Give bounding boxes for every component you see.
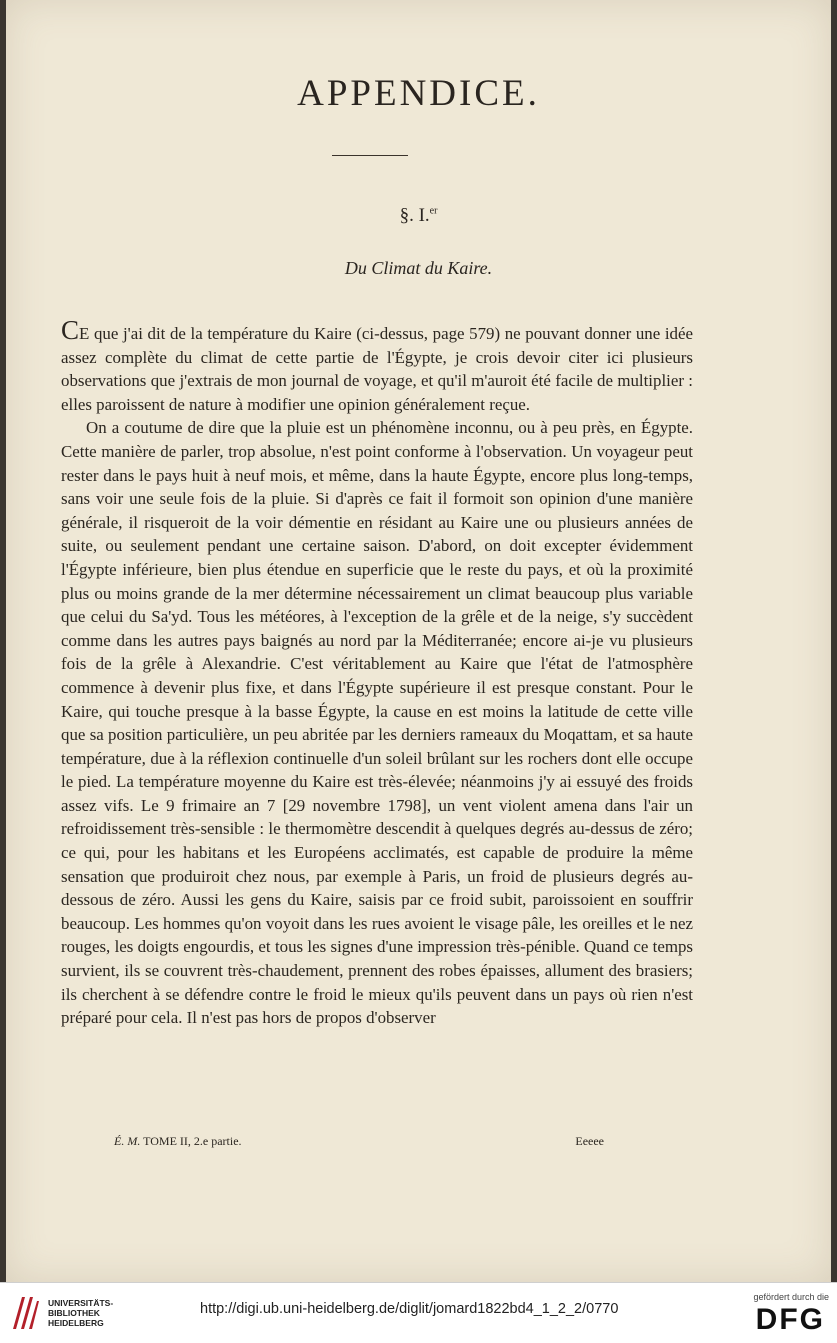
dfg-logo[interactable]: DFG bbox=[755, 1303, 825, 1336]
scanned-page bbox=[6, 0, 831, 1282]
section-superscript: er bbox=[429, 205, 438, 217]
permalink-url[interactable]: http://digi.ub.uni-heidelberg.de/diglit/jomard1822bd4_1_2_2/0770 bbox=[200, 1301, 619, 1317]
paragraph-1 bbox=[61, 315, 693, 416]
paragraph-1-text: E que j'ai dit de la température du Kaire (ci-dessus, page 579) ne pouvant donner une idée assez complète du climat de cette partie de l'Égypte, je crois devoir citer ici plusieurs observations que j'extrais de mon journal de voyage, et qu'il m'auroit été facile de multiplier : elles paroissent de nature à modifier une opinion généralement reçue. bbox=[61, 324, 693, 414]
library-name-line-2: BIBLIOTHEK bbox=[48, 1308, 100, 1318]
footer-abbrev: É. M. bbox=[114, 1134, 141, 1148]
viewer-footer-bar bbox=[0, 1282, 837, 1343]
page-title: APPENDICE. bbox=[297, 73, 540, 114]
section-subtitle: Du Climat du Kaire. bbox=[344, 258, 493, 278]
funder-caption: gefördert durch die bbox=[753, 1292, 829, 1302]
page-footer bbox=[114, 1134, 604, 1149]
section-heading bbox=[6, 205, 831, 227]
library-name-line-3: HEIDELBERG bbox=[48, 1318, 104, 1328]
section-number: §. I. bbox=[399, 205, 430, 226]
title-rule bbox=[332, 155, 408, 156]
library-logo-icon[interactable] bbox=[10, 1293, 40, 1333]
signature-mark: Eeeee bbox=[575, 1134, 604, 1148]
body-text bbox=[61, 315, 693, 1030]
footer-volume: TOME II, 2.e partie. bbox=[143, 1134, 242, 1148]
library-name[interactable] bbox=[48, 1298, 113, 1328]
drop-cap: C bbox=[61, 315, 80, 345]
library-name-line-1: UNIVERSITÄTS- bbox=[48, 1298, 114, 1308]
paragraph-2: On a coutume de dire que la pluie est un phénomène inconnu, ou à peu près, en Égypte. Cette manière de parler, trop absolue, n'est point conforme à l'observation. Un voyageur peut rester dans le pays huit à neuf mois, et même, dans la haute Égypte, encore plus long-temps, sans voir une seule fois de la pluie. Si d'après ce fait il formoit son opinion d'une manière générale, il risqueroit de la voir démentie en résidant au Kaire une ou plusieurs années de suite, ou seulement pendant une certaine saison. D'abord, on doit excepter évidemment l'Égypte inférieure, bien plus étendue en superficie que le reste du pays, et où la proximité plus ou moins grande de la mer détermine nécessairement un climat beaucoup plus variable que celui du Sa'yd. Tous les météores, à l'exception de la grêle et de la neige, s'y succèdent comme dans les autres pays baignés au nord par la Méditerranée; encore ai-je vu plusieurs fois de la grêle à Alexandrie. C'est véritablement au Kaire que l'état de l'atmosphère commence à devenir plus fixe, et dans l'Égypte supérieure il est presque constant. Pour le Kaire, qui touche presque à la basse Égypte, la cause en est moins la latitude de cette ville que sa position particulière, un peu abritée par les derniers rameaux du Moqattam, et sa haute température, due à la réflexion continuelle d'un soleil brûlant sur les rochers dont elle occupe le pied. La température moyenne du Kaire est très-élevée; néanmoins j'y ai essuyé des froids assez vifs. Le 9 frimaire an 7 [29 novembre 1798], un vent violent amena dans l'air un refroidissement très-sensible : le thermomètre descendit à quelques degrés au-dessus de zéro; ce qui, pour les habitans et les Européens acclimatés, est capable de produire la même sensation que produiroit chez nous, par exemple à Paris, un froid de plusieurs degrés au-dessous de zéro. Aussi les gens du Kaire, saisis par ce froid subit, paroissoient en souffrir beaucoup. Les hommes qu'on voyoit dans les rues avoient le visage pâle, les oreilles et le nez rouges, les doigts engourdis, et tous les signes d'une impression très-pénible. Quand ce temps survient, ils se couvrent très-chaudement, prennent des robes épaisses, allument des brasiers; ils cherchent à se défendre contre le froid le mieux qu'ils peuvent dans un pays où rien n'est préparé pour cela. Il n'est pas hors de propos d'observer bbox=[61, 418, 693, 1028]
